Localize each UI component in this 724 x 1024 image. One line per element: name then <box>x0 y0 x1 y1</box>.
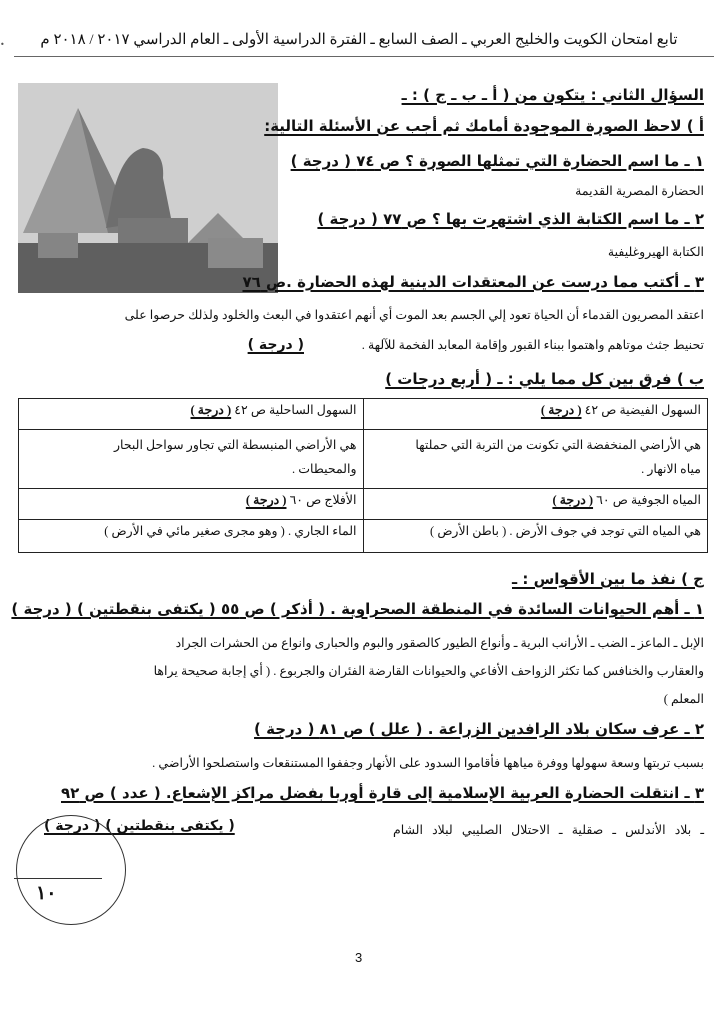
table-cell-head <box>19 489 364 520</box>
cell-mark: ( درجة ) <box>552 493 594 507</box>
cell-text: هي الأراضي المنبسطة التي تجاور سواحل البحار <box>113 438 357 452</box>
table-row <box>19 489 708 520</box>
table-cell-body <box>363 430 708 489</box>
part-a-a3-mark: ( درجة ) <box>247 337 304 353</box>
part-c-q2: ٢ ـ عرف سكان بلاد الرافدين الزراعة . ( علل ) ص ٨١ ( درجة ) <box>254 720 704 738</box>
score-circle <box>16 815 126 925</box>
cell-text: هي المياه التي توجد في جوف الأرض . ( باطن الأرض ) <box>430 524 701 538</box>
part-b-title: ب ) فرق بين كل مما يلي : ـ ( أربع درجات ) <box>385 370 704 388</box>
part-c-q3: ٣ ـ انتقلت الحضارة العربية الإسلامية إلى قارة أوربا بفضل مراكز الإشعاع. ( عدد ) ص ٩٢ <box>61 784 704 802</box>
page-number: 3 <box>355 950 363 965</box>
part-c-a2: بسبب تربتها وسعة سهولها ووفرة مياهها فأقاموا السدود على الأنهار وجففوا المستنقعات واستصلحوا الأراضي . <box>152 756 704 770</box>
cell-text: والمحيطات . <box>292 462 357 476</box>
exam-header: تابع امتحان الكويت والخليج العربي ـ الصف السابع ـ الفترة الدراسية الأولى ـ العام الدراسي ٢٠١٧ / ٢٠١٨ م <box>40 32 678 48</box>
table-cell-body <box>363 520 708 553</box>
cell-text: هي الأراضي المنخفضة التي تكونت من التربة التي حملتها <box>415 438 701 452</box>
table-cell-head <box>363 399 708 430</box>
part-a-q1: ١ ـ ما اسم الحضارة التي تمثلها الصورة ؟ ص ٧٤ ( درجة ) <box>290 152 704 170</box>
part-c-a1-line2: والعقارب والخنافس كما تكثر الزواحف الأفاعي والحيوانات القارضة الفئران والجربوع . ( أي إجابة صحيحة يراها <box>153 664 704 678</box>
cell-mark: ( درجة ) <box>190 403 232 417</box>
question-two-title: السؤال الثاني : يتكون من ( أ ـ ب ـ ج ) : ـ <box>401 86 704 104</box>
header-divider <box>14 56 714 57</box>
part-a-q3: ٣ ـ أكتب مما درست عن المعتقدات الدينية لهذه الحضارة .ص ٧٦ <box>242 273 704 291</box>
part-a-a3-line1: اعتقد المصريون القدماء أن الحياة تعود إلي الجسم بعد الموت أي أنهم اعتقدوا في البعث والخلود ولذلك حرصوا على <box>124 308 704 322</box>
comparison-table <box>18 398 708 553</box>
part-c-title: ج ) نفذ ما بين الأقواس : ـ <box>512 570 704 588</box>
table-cell-head <box>19 399 364 430</box>
table-row <box>19 430 708 489</box>
part-c-a1-line3: المعلم ) <box>663 692 704 706</box>
cell-heading: السهول الفيضية ص ٤٢ <box>584 403 701 417</box>
score-divider <box>14 878 102 879</box>
cell-heading: المياه الجوفية ص ٦٠ <box>596 493 701 507</box>
table-row <box>19 399 708 430</box>
pyramid-sphinx-image <box>18 83 278 293</box>
part-a-a1: الحضارة المصرية القديمة <box>575 184 704 198</box>
part-a-q2: ٢ ـ ما اسم الكتابة الذي اشتهرت بها ؟ ص ٧٧ ( درجة ) <box>317 210 704 228</box>
part-a-a3-line2: تحنيط جثث موتاهم واهتموا ببناء القبور وإقامة المعابد الفخمة للآلهة . <box>361 338 704 352</box>
part-c-a1-line1: الإبل ـ الماعز ـ الضب ـ الأرانب البرية ـ وأنواع الطيور كالصقور والبوم والحبارى وانواع من الحشرات الجراد <box>175 636 704 650</box>
part-a-intro: أ ) لاحظ الصورة الموجودة أمامك ثم أجب عن الأسئلة التالية: <box>264 117 704 135</box>
part-c-q1: ١ ـ أهم الحيوانات السائدة في المنطقة الصحراوية . ( أذكر ) ص ٥٥ ( يكتفى بنقطتين ) ( درجة ) <box>11 600 704 618</box>
part-a-a2: الكتابة الهيروغليفية <box>607 245 704 259</box>
cell-heading: السهول الساحلية ص ٤٢ <box>234 403 357 417</box>
score-total: ١٠ <box>36 883 57 904</box>
table-cell-head <box>363 489 708 520</box>
table-row <box>19 520 708 553</box>
cell-mark: ( درجة ) <box>245 493 287 507</box>
cell-mark: ( درجة ) <box>540 403 582 417</box>
cell-text: الماء الجاري . ( وهو مجرى صغير مائي في الأرض ) <box>104 524 357 538</box>
part-c-a3-items: ـ بلاد الأندلس ـ صقلية ـ الاحتلال الصليبي لبلاد الشام <box>392 823 704 837</box>
part-c-a3-mark: ( يكتفى بنقطتين ) ( درجة ) <box>44 818 235 834</box>
cell-heading: الأفلاج ص ٦٠ <box>289 493 357 507</box>
cell-text: مياه الانهار . <box>641 462 701 476</box>
table-cell-body <box>19 520 364 553</box>
corner-mark: • <box>0 40 5 49</box>
table-cell-body <box>19 430 364 489</box>
